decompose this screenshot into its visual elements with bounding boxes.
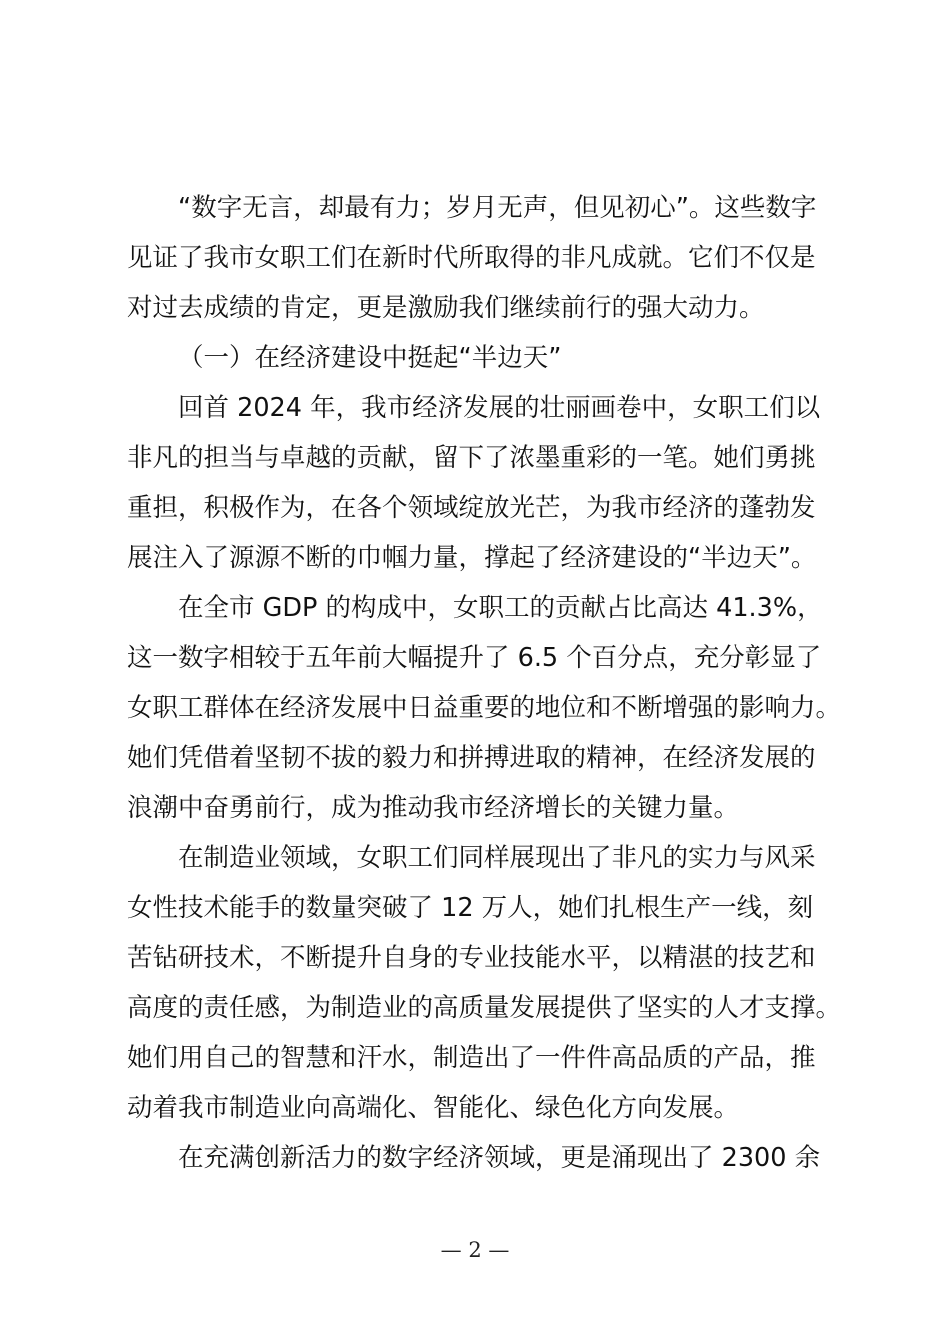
text-line: 重担，积极作为，在各个领域绽放光芒，为我市经济的蓬勃发	[127, 493, 816, 523]
body-text	[127, 183, 847, 1183]
text-line: 非凡的担当与卓越的贡献，留下了浓墨重彩的一笔。她们勇挑	[127, 443, 816, 473]
text-line: 在制造业领域，女职工们同样展现出了非凡的实力与风采	[178, 843, 816, 873]
text-line: “数字无言，却最有力；岁月无声，但见初心”。这些数字	[178, 193, 817, 223]
text-line: 女职工群体在经济发展中日益重要的地位和不断增强的影响力。	[127, 693, 842, 723]
paragraph	[127, 183, 847, 333]
paragraph	[127, 833, 847, 1133]
text-line: 女性技术能手的数量突破了 12 万人，她们扎根生产一线，刻	[127, 893, 814, 923]
text-line: 动着我市制造业向高端化、智能化、绿色化方向发展。	[127, 1093, 740, 1123]
text-line: 在充满创新活力的数字经济领域，更是涌现出了 2300 余	[178, 1143, 821, 1173]
paragraph	[127, 583, 847, 833]
paragraph	[127, 383, 847, 583]
text-line: 浪潮中奋勇前行，成为推动我市经济增长的关键力量。	[127, 793, 740, 823]
text-line: 这一数字相较于五年前大幅提升了 6.5 个百分点，充分彰显了	[127, 643, 822, 673]
text-line: 她们凭借着坚韧不拔的毅力和拼搏进取的精神，在经济发展的	[127, 743, 816, 773]
text-line: 展注入了源源不断的巾帼力量，撑起了经济建设的“半边天”。	[127, 543, 817, 573]
text-line: 回首 2024 年，我市经济发展的壮丽画卷中，女职工们以	[178, 393, 821, 423]
text-line: 她们用自己的智慧和汗水，制造出了一件件高品质的产品，推	[127, 1043, 816, 1073]
section-heading-text: （一）在经济建设中挺起“半边天”	[178, 343, 562, 373]
text-line: 高度的责任感，为制造业的高质量发展提供了坚实的人才支撑。	[127, 993, 842, 1023]
text-line: 在全市 GDP 的构成中，女职工的贡献占比高达 41.3%，	[178, 593, 823, 623]
text-line: 见证了我市女职工们在新时代所取得的非凡成就。它们不仅是	[127, 243, 816, 273]
text-line: 对过去成绩的肯定，更是激励我们继续前行的强大动力。	[127, 293, 765, 323]
text-line: 苦钻研技术，不断提升自身的专业技能水平，以精湛的技艺和	[127, 943, 816, 973]
paragraph	[127, 1133, 847, 1183]
section-heading	[127, 333, 847, 383]
page-number: — 2 —	[440, 1238, 510, 1262]
